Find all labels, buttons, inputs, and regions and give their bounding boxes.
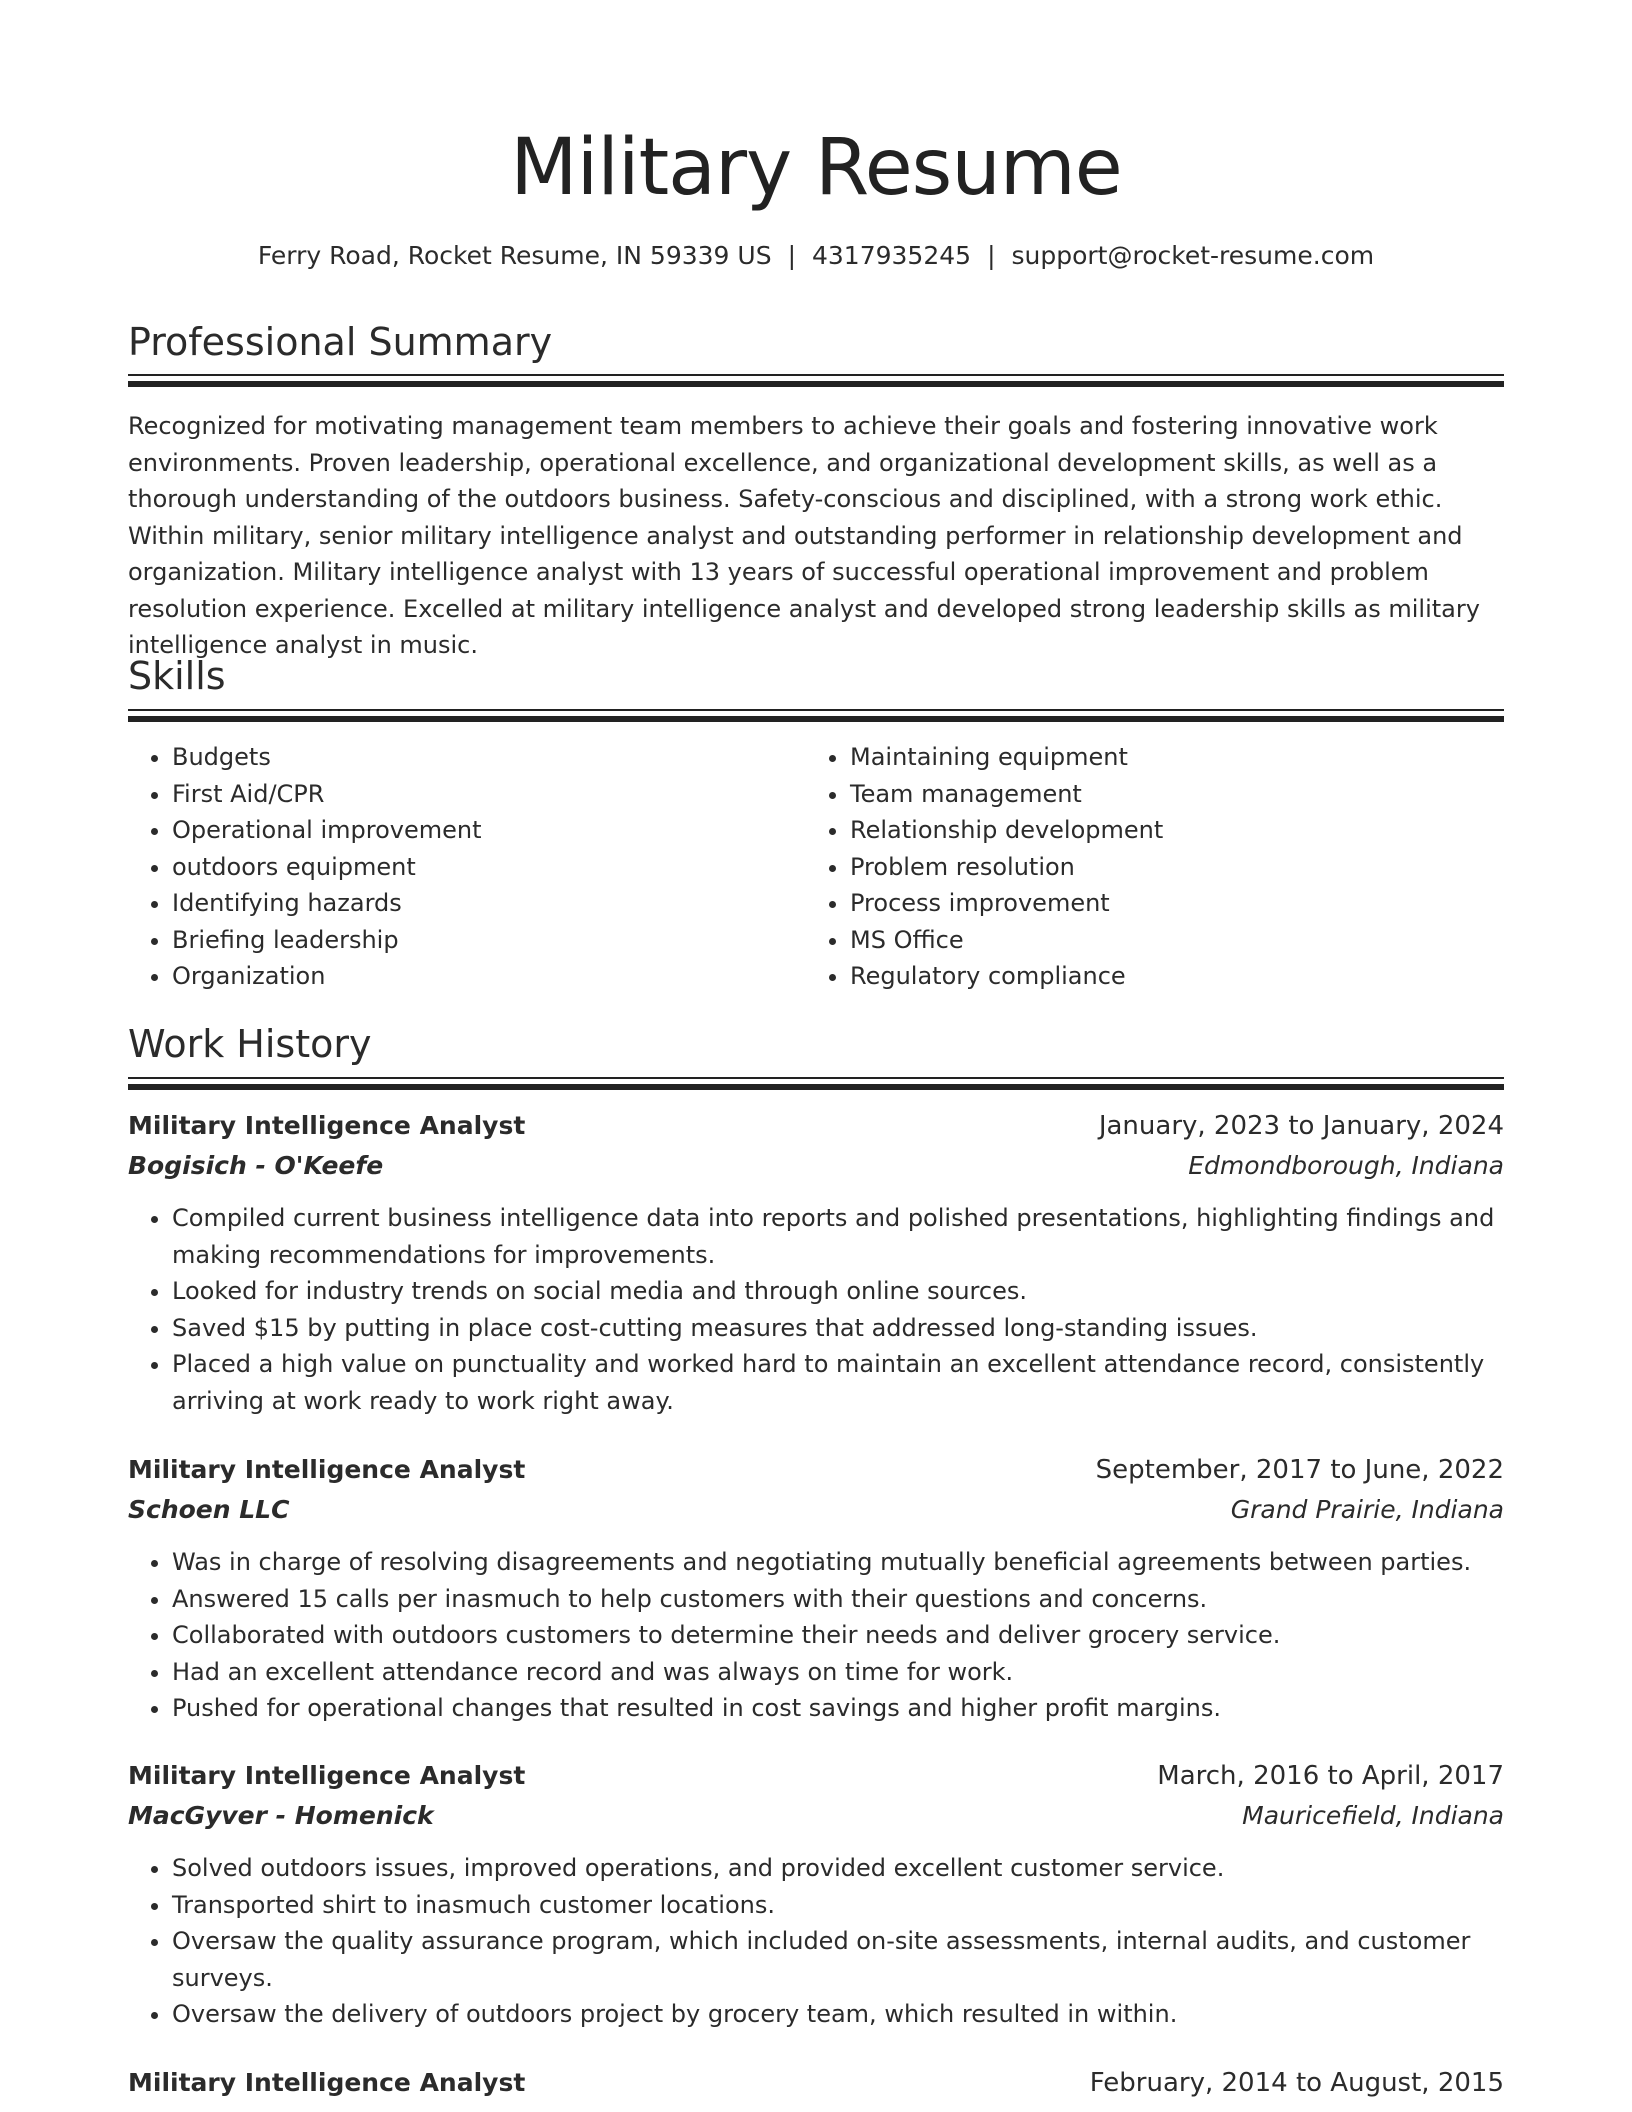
contact-address: Ferry Road, Rocket Resume, IN 59339 US — [257, 241, 772, 270]
skill-item: • Budgets — [172, 739, 788, 776]
job-company: Bogisich - O'Keefe — [128, 1151, 384, 1180]
job-dates: February, 2014 to August, 2015 — [1089, 2068, 1504, 2098]
skill-item: • Team management — [850, 776, 1466, 813]
job-bullet: • Oversaw the delivery of outdoors project by grocery team, which resulted in within. — [172, 1996, 1504, 2033]
contact-phone: 4317935245 — [812, 241, 972, 270]
skills-list-left — [128, 739, 788, 995]
job-bullet: • Was in charge of resolving disagreements and negotiating mutually beneficial agreements between parties. — [172, 1544, 1504, 1581]
skill-item: • Organization — [172, 958, 788, 995]
contact-email: support@rocket-resume.com — [1011, 241, 1375, 270]
skill-item: • MS Office — [850, 922, 1466, 959]
job-bullets — [128, 1850, 1504, 2033]
summary-heading: Professional Summary — [128, 320, 553, 364]
job-company: Schoen LLC — [128, 1495, 290, 1524]
skill-item: • Process improvement — [850, 885, 1466, 922]
job-entry-header — [128, 1758, 1504, 1838]
summary-divider — [128, 374, 1504, 388]
skill-item: • outdoors equipment — [172, 849, 788, 886]
job-bullets — [128, 1200, 1504, 1419]
skill-item: • Maintaining equipment — [850, 739, 1466, 776]
skill-item: • Operational improvement — [172, 812, 788, 849]
skill-item: • Identifying hazards — [172, 885, 788, 922]
job-title: Military Intelligence Analyst — [128, 1111, 526, 1140]
skill-item: • Briefing leadership — [172, 922, 788, 959]
job-dates: March, 2016 to April, 2017 — [1157, 1761, 1504, 1791]
contact-separator: | — [987, 241, 996, 270]
skills-left-column — [128, 739, 788, 995]
contact-line — [128, 240, 1504, 272]
job-bullet: • Compiled current business intelligence data into reports and polished presentations, highlighting findings and making recommendations for improvements. — [172, 1200, 1504, 1273]
job-bullet: • Had an excellent attendance record and was always on time for work. — [172, 1654, 1504, 1691]
job-bullet: • Collaborated with outdoors customers to determine their needs and deliver grocery service. — [172, 1617, 1504, 1654]
skill-item: • First Aid/CPR — [172, 776, 788, 813]
skills-right-column — [806, 739, 1466, 995]
job-entry-header — [128, 2065, 1504, 2105]
skill-item: • Problem resolution — [850, 849, 1466, 886]
skill-item: • Regulatory compliance — [850, 958, 1466, 995]
job-location: Grand Prairie, Indiana — [1230, 1495, 1504, 1524]
job-title: Military Intelligence Analyst — [128, 1761, 526, 1790]
work-history-heading: Work History — [128, 1022, 372, 1066]
job-company: MacGyver - Homenick — [128, 1801, 434, 1830]
job-bullet-list — [128, 1850, 1504, 2033]
job-dates: September, 2017 to June, 2022 — [1095, 1455, 1504, 1485]
job-title: Military Intelligence Analyst — [128, 2068, 526, 2097]
job-bullet: • Saved $15 by putting in place cost-cutting measures that addressed long-standing issues. — [172, 1310, 1504, 1347]
job-bullet-list — [128, 1200, 1504, 1419]
job-title: Military Intelligence Analyst — [128, 1455, 526, 1484]
job-bullet: • Answered 15 calls per inasmuch to help customers with their questions and concerns. — [172, 1581, 1504, 1618]
job-location: Edmondborough, Indiana — [1188, 1151, 1504, 1180]
job-bullet-list — [128, 1544, 1504, 1727]
job-entry-header — [128, 1108, 1504, 1188]
skill-item: • Relationship development — [850, 812, 1466, 849]
job-bullets — [128, 1544, 1504, 1727]
job-bullet: • Transported shirt to inasmuch customer locations. — [172, 1887, 1504, 1924]
job-bullet: • Placed a high value on punctuality and worked hard to maintain an excellent attendance record, consistently arriving at work ready to work right away. — [172, 1346, 1504, 1419]
job-dates: January, 2023 to January, 2024 — [1098, 1111, 1504, 1141]
job-bullet: • Oversaw the quality assurance program, which included on-site assessments, internal audits, and customer surveys. — [172, 1923, 1504, 1996]
skills-list-right — [806, 739, 1466, 995]
resume-name: Military Resume — [510, 123, 1122, 213]
work-history-divider — [128, 1077, 1504, 1091]
contact-separator: | — [787, 241, 796, 270]
job-entry-header — [128, 1452, 1504, 1532]
job-bullet: • Solved outdoors issues, improved operations, and provided excellent customer service. — [172, 1850, 1504, 1887]
skills-heading: Skills — [128, 654, 226, 698]
job-bullet: • Pushed for operational changes that resulted in cost savings and higher profit margins. — [172, 1690, 1504, 1727]
job-bullet: • Looked for industry trends on social media and through online sources. — [172, 1273, 1504, 1310]
summary-text: Recognized for motivating management team members to achieve their goals and fostering innovative work environments. Proven leadership, operational excellence, and organizational development skills, as well as a thorough understanding of the outdoors business. Safety-conscious and disciplined, with a strong work ethic. Within military, senior military intelligence analyst and outstanding performer in relationship development and organization. Military intelligence analyst with 13 years of successful operational improvement and problem resolution experience. Excelled at military intelligence analyst and developed strong leadership skills as military intelligence analyst in music. — [128, 412, 1480, 659]
job-location: Mauricefield, Indiana — [1242, 1801, 1504, 1830]
skills-divider — [128, 709, 1504, 723]
